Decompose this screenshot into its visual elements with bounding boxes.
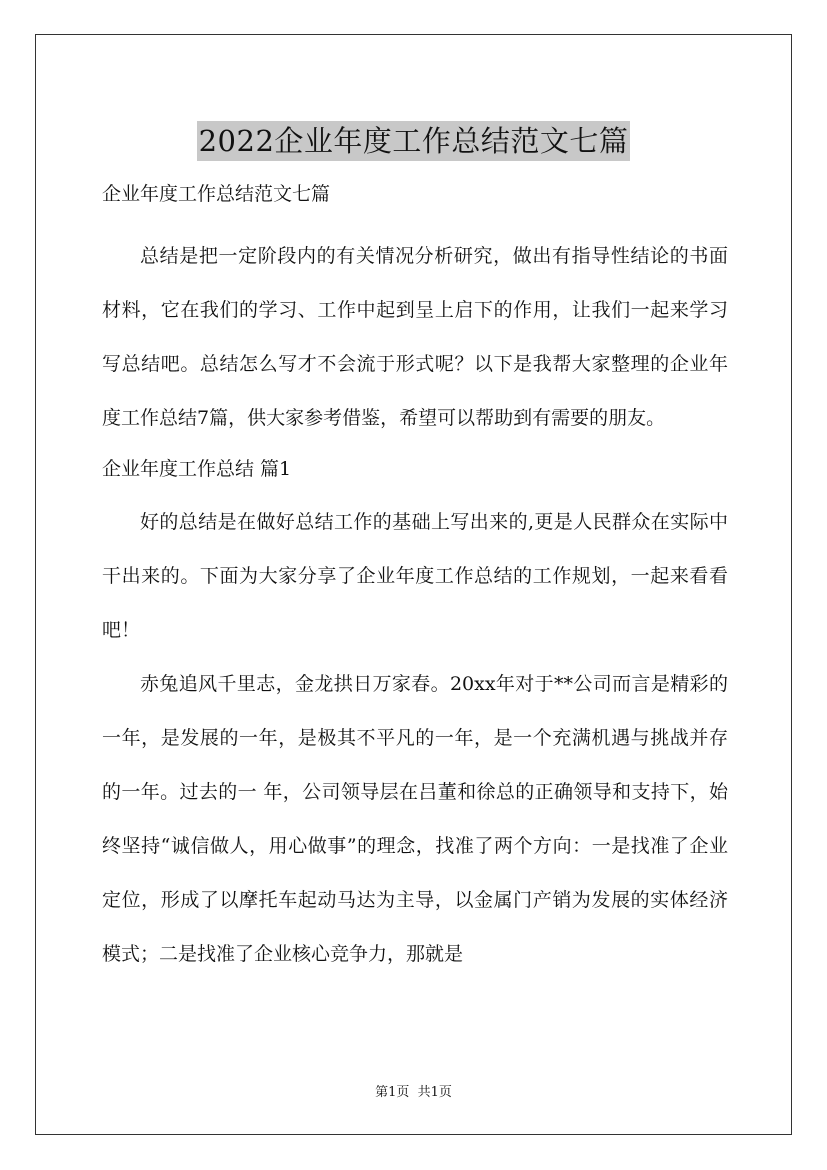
section-heading: 企业年度工作总结 篇1 — [102, 458, 292, 480]
page-number-footer: 第1页 共1页 — [375, 1085, 452, 1100]
section-paragraph: 好的总结是在做好总结工作的基础上写出来的,更是人民群众在实际中干出来的。下面为大家分享了企业年度工作总结的工作规划，一起来看看吧！ — [102, 511, 728, 641]
document-title: 2022企业年度工作总结范文七篇 — [197, 121, 631, 161]
title-container — [0, 102, 827, 181]
section-paragraph: 赤兔追风千里志，金龙拱日万家春。20xx年对于**公司而言是精彩的一年，是发展的一年，是极其不平凡的一年，是一个充满机遇与挑战并存的一年。过去的一 年，公司领导层在吕董和徐总的正确领导和支持下，始终坚持“诚信做人，用心做事”的理念，找准了两个方向：一是找准了企业定位，形成了以摩托车起动马达为主导，以金属门产销为发展的实体经济模式；二是找准了企业核心竞争力，那就是 — [102, 673, 728, 965]
intro-paragraph: 总结是把一定阶段内的有关情况分析研究，做出有指导性结论的书面材料，它在我们的学习、工作中起到呈上启下的作用，让我们一起来学习写总结吧。总结怎么写才不会流于形式呢？以下是我帮大家整理的企业年度工作总结7篇，供大家参考借鉴，希望可以帮助到有需要的朋友。 — [102, 245, 728, 429]
document-body — [102, 175, 728, 981]
document-subtitle: 企业年度工作总结范文七篇 — [102, 183, 331, 205]
